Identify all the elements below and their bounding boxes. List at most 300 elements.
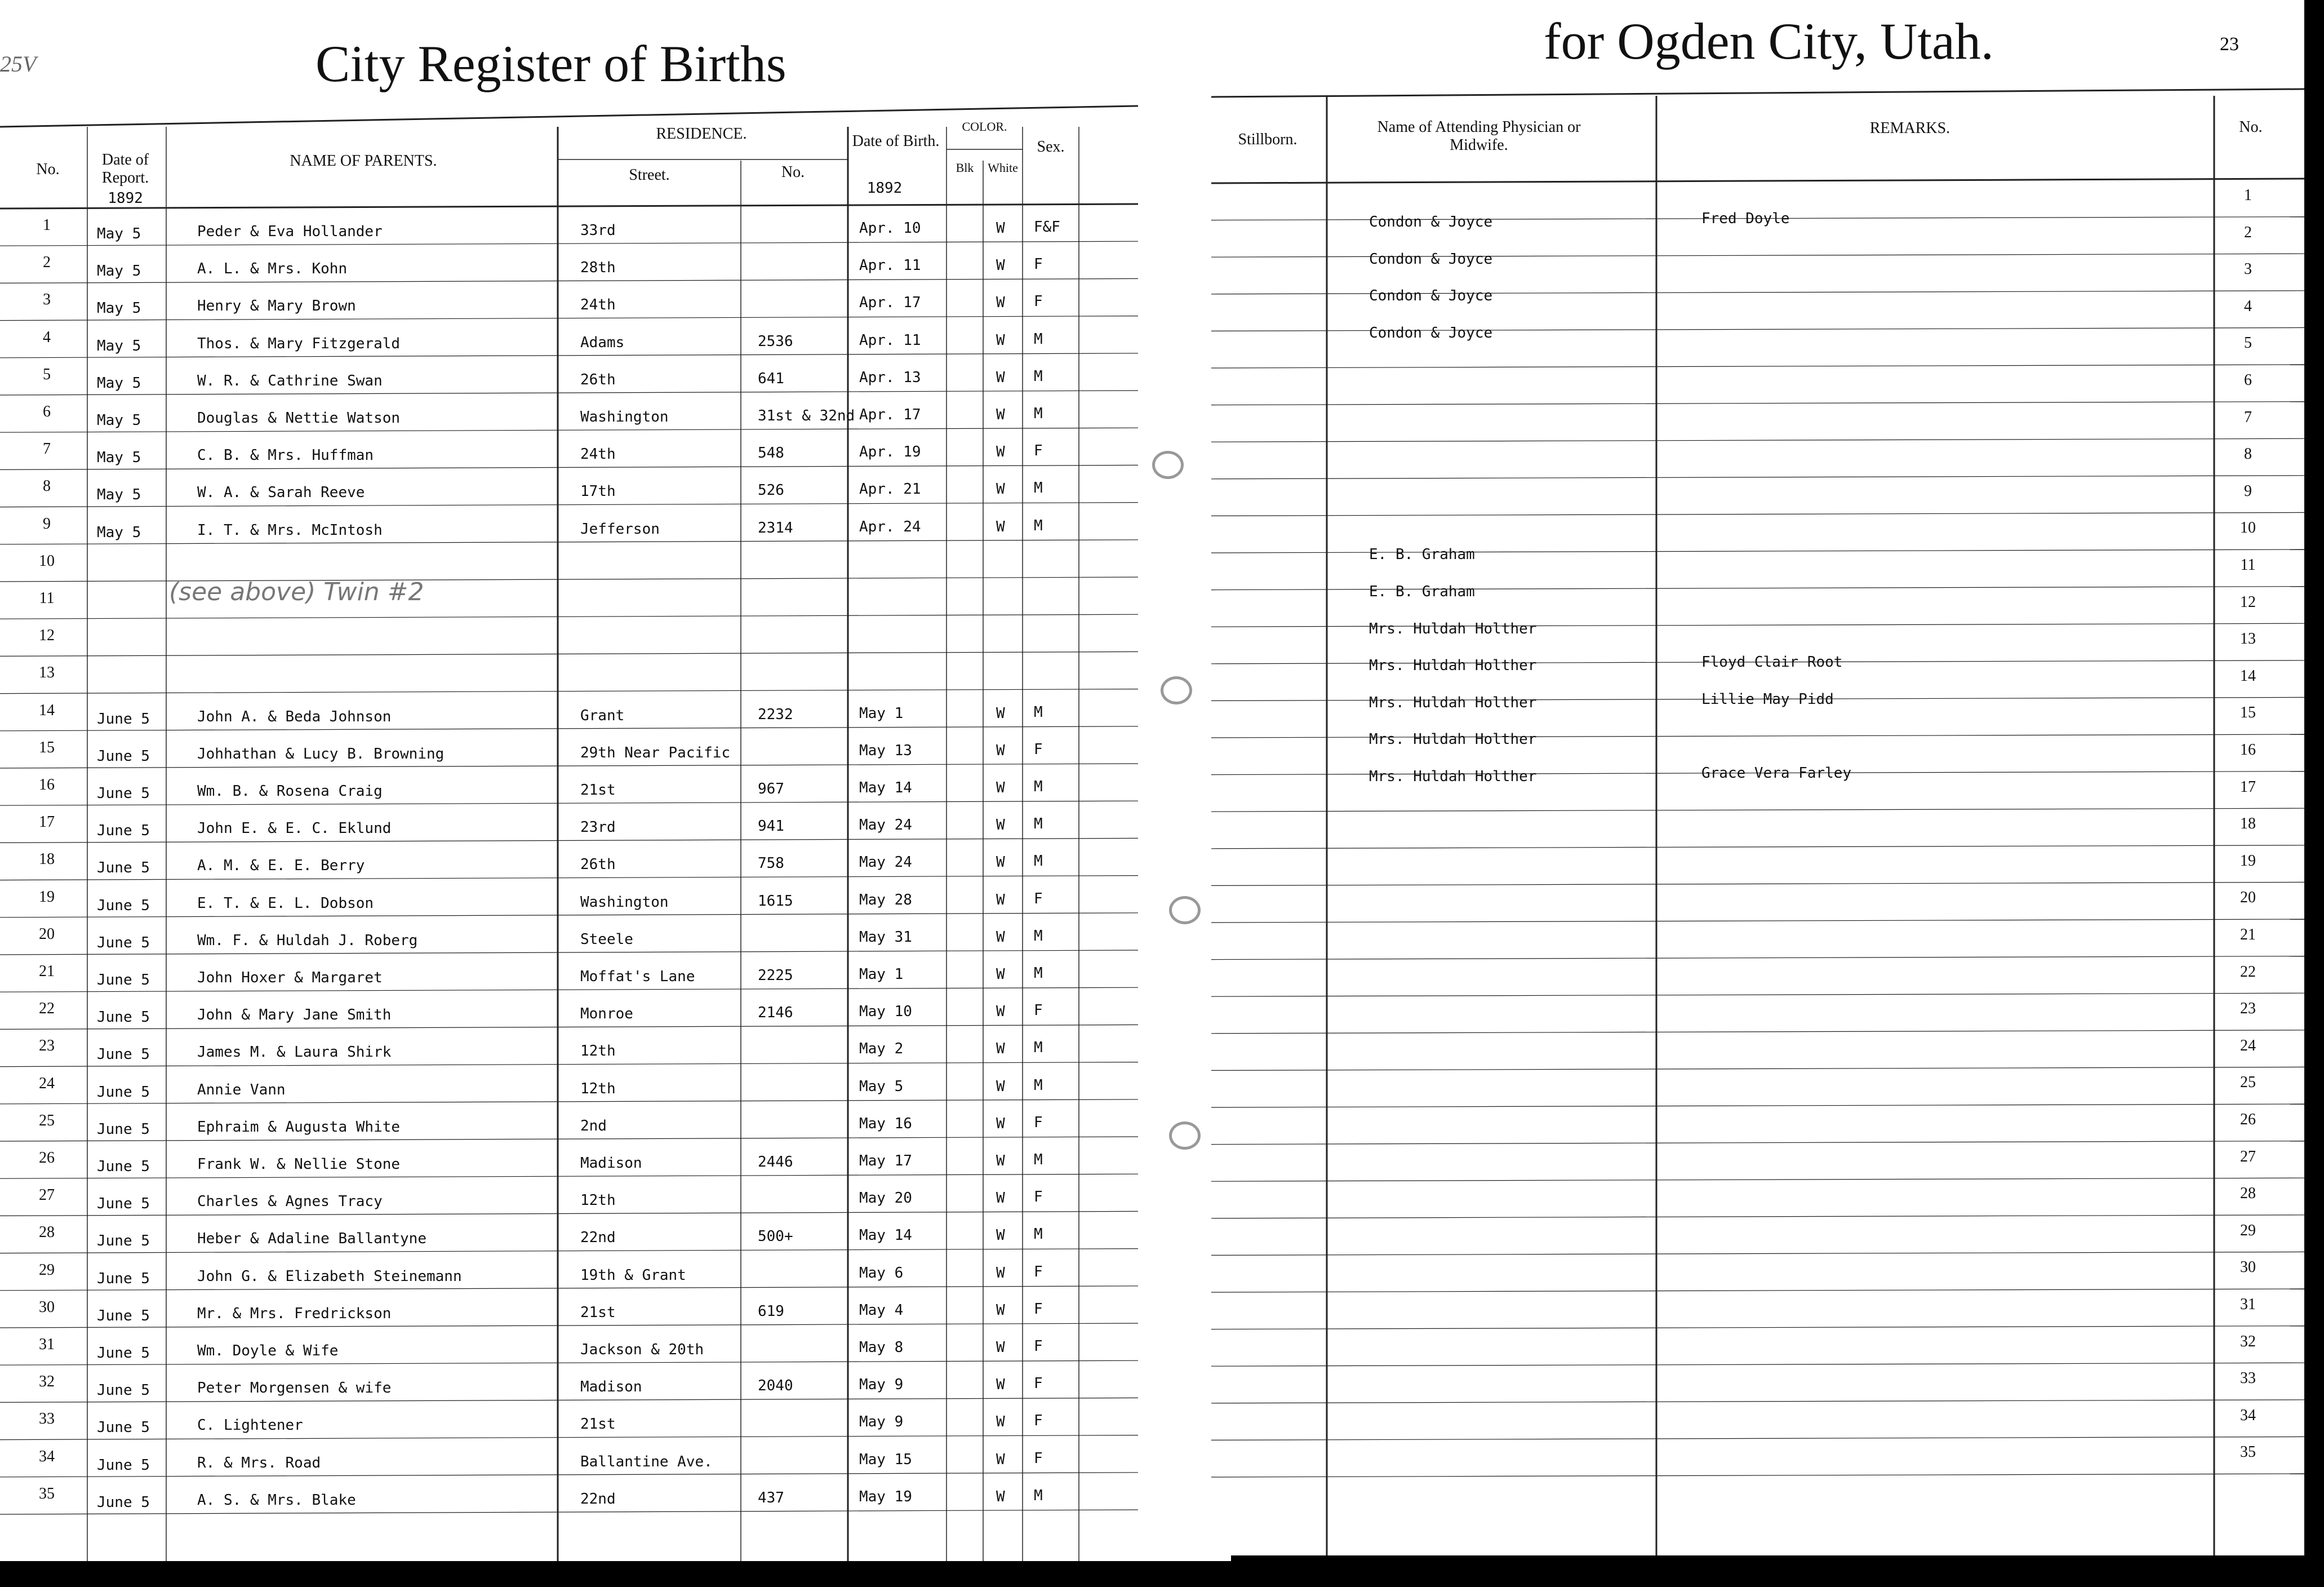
record-number: 22 (39, 1000, 55, 1018)
record-number-right: 32 (2240, 1332, 2256, 1350)
record-number: 11 (39, 589, 55, 607)
record-number-right: 29 (2240, 1221, 2256, 1239)
birth-date: May 9 (859, 1413, 904, 1431)
report-date: June 5 (97, 785, 150, 802)
record-number: 29 (39, 1261, 55, 1279)
street-number: 2232 (758, 706, 793, 723)
color-white: W (996, 1339, 1005, 1356)
record-number: 25 (39, 1111, 55, 1129)
parents-name: I. T. & Mrs. McIntosh (197, 521, 383, 539)
street: Washington (580, 893, 669, 911)
header-bottom-rule (0, 204, 1138, 209)
record-number-right: 7 (2244, 408, 2252, 426)
record-number: 14 (39, 701, 55, 719)
color-white: W (996, 1003, 1005, 1021)
record-number-right: 6 (2244, 371, 2252, 389)
report-date: May 5 (97, 524, 141, 541)
record-number: 16 (39, 776, 55, 794)
register-title-continued: for Ogden City, Utah. (1544, 12, 1994, 70)
sex: F (1034, 1300, 1043, 1318)
record-number: 6 (43, 403, 51, 420)
parents-name: Thos. & Mary Fitzgerald (197, 335, 401, 352)
header-physician: Name of Attending Physician or Midwife. (1377, 118, 1581, 154)
record-number: 33 (39, 1410, 55, 1428)
birth-date: May 5 (859, 1078, 904, 1095)
street: Adams (580, 334, 625, 351)
color-white: W (996, 779, 1005, 796)
record-number-right: 17 (2240, 778, 2256, 796)
street: Moffat's Lane (580, 968, 695, 985)
record-number-right: 19 (2240, 852, 2256, 870)
remarks: Floyd Clair Root (1701, 654, 1843, 671)
parents-name: Annie Vann (197, 1081, 286, 1098)
birth-date: May 8 (859, 1339, 904, 1356)
right-row-rule (1211, 1437, 2304, 1440)
color-white: W (996, 817, 1005, 834)
right-row-rule (1211, 1215, 2304, 1218)
parents-name: C. Lightener (197, 1417, 303, 1434)
report-date: June 5 (97, 1456, 150, 1474)
right-row-rule (1211, 1141, 2304, 1145)
birth-date: Apr. 10 (859, 220, 921, 237)
sex: M (1034, 965, 1043, 982)
sex: M (1034, 778, 1043, 795)
header-date-of-report: Date of Report. (101, 151, 149, 187)
color-white: W (996, 966, 1005, 983)
header-residence: RESIDENCE. (656, 125, 747, 143)
sex: M (1034, 1076, 1043, 1094)
color-white: W (996, 1227, 1005, 1244)
record-number: 10 (39, 552, 55, 570)
parents-name: John Hoxer & Margaret (197, 969, 383, 986)
header-stillborn: Stillborn. (1238, 131, 1297, 148)
header-street: Street. (629, 166, 670, 184)
report-date: May 5 (97, 337, 141, 354)
record-number-right: 14 (2240, 667, 2256, 685)
sex: F (1034, 890, 1043, 907)
street: Ballantine Ave. (580, 1453, 713, 1470)
street: 26th (580, 856, 616, 874)
left-row-rule (0, 913, 1138, 917)
color-white: W (996, 854, 1005, 871)
right-row-rule (1211, 512, 2304, 516)
report-date: June 5 (97, 1270, 150, 1287)
binder-ring-3 (1169, 896, 1201, 924)
sex: M (1034, 853, 1043, 870)
parents-name: John E. & E. C. Eklund (197, 820, 392, 837)
register-title: City Register of Births (316, 35, 786, 92)
report-date: June 5 (97, 1233, 150, 1250)
birth-date: May 28 (859, 891, 912, 908)
color-white: W (996, 444, 1005, 461)
report-date: June 5 (97, 1493, 150, 1511)
report-date: June 5 (97, 859, 150, 877)
left-row-rule (0, 1360, 1138, 1365)
color-white: W (996, 481, 1005, 498)
color-white: W (996, 1301, 1005, 1319)
left-row-rule (0, 726, 1138, 731)
street-number: 2446 (758, 1154, 793, 1171)
report-date: June 5 (97, 1382, 150, 1399)
report-date: June 5 (97, 1419, 150, 1437)
parents-name: Johhathan & Lucy B. Browning (197, 745, 445, 763)
birth-date: Apr. 21 (859, 481, 921, 498)
right-row-rule (1211, 808, 2304, 812)
sex: F (1034, 741, 1043, 758)
right-row-rule (1211, 1474, 2304, 1477)
birth-date: Apr. 17 (859, 294, 921, 312)
report-date: May 5 (97, 263, 141, 280)
left-row-rule (0, 278, 1138, 283)
color-white: W (996, 331, 1005, 349)
left-row-rule (0, 503, 1138, 507)
left-row-rule (0, 876, 1138, 880)
right-row-rule (1211, 1067, 2304, 1070)
page-number: 23 (2220, 34, 2239, 55)
header-residence-no: No. (781, 163, 805, 181)
remarks: Lillie May Pidd (1701, 690, 1834, 708)
parents-name: Wm. F. & Huldah J. Roberg (197, 932, 418, 949)
street: 17th (580, 483, 616, 500)
color-white: W (996, 294, 1005, 312)
birth-date: May 4 (859, 1301, 904, 1319)
street-number: 967 (758, 781, 784, 797)
parents-name: R. & Mrs. Road (197, 1454, 321, 1471)
left-row-rule (0, 1473, 1138, 1477)
record-number-right: 34 (2240, 1406, 2256, 1424)
record-number-right: 8 (2244, 445, 2252, 463)
record-number: 27 (39, 1186, 55, 1204)
sex: F (1034, 1338, 1043, 1355)
parents-name: James M. & Laura Shirk (197, 1044, 392, 1061)
left-row-rule (0, 1137, 1138, 1141)
record-number-right: 26 (2240, 1111, 2256, 1128)
color-white: W (996, 1190, 1005, 1207)
right-header-bottom-rule (1211, 179, 2304, 183)
record-number: 12 (39, 627, 55, 645)
sex: F (1034, 1263, 1043, 1280)
right-row-rule (1211, 402, 2304, 405)
left-row-rule (0, 1025, 1138, 1029)
record-number-right: 2 (2244, 223, 2252, 241)
record-number-right: 35 (2240, 1443, 2256, 1461)
color-white: W (996, 1488, 1005, 1505)
record-number: 2 (43, 254, 51, 272)
record-number: 15 (39, 738, 55, 756)
right-register-page (1211, 0, 2304, 1555)
left-row-rule (0, 987, 1138, 992)
report-date: June 5 (97, 1120, 150, 1138)
record-number-right: 30 (2240, 1258, 2256, 1276)
parents-name: Heber & Adaline Ballantyne (197, 1230, 426, 1248)
street-number: 641 (758, 370, 784, 387)
report-date: June 5 (97, 1345, 150, 1362)
left-row-rule (0, 1100, 1138, 1104)
street: 28th (580, 259, 616, 277)
sex: F (1034, 1449, 1043, 1467)
report-date: May 5 (97, 449, 141, 467)
record-number: 23 (39, 1037, 55, 1055)
header-white: White (988, 161, 1018, 175)
right-row-rule (1211, 919, 2304, 923)
street: 26th (580, 371, 616, 388)
report-date: June 5 (97, 934, 150, 951)
record-number-right: 24 (2240, 1036, 2256, 1054)
left-row-rule (0, 1174, 1138, 1178)
left-row-rule (0, 1062, 1138, 1067)
right-row-rule (1211, 1400, 2304, 1403)
street-number: 31st & 32nd (758, 407, 855, 424)
birth-date: May 24 (859, 854, 912, 871)
attending-physician: E. B. Graham (1369, 546, 1475, 564)
sex: M (1034, 330, 1043, 348)
right-row-rule (1211, 476, 2304, 479)
record-number: 9 (43, 515, 51, 533)
record-number-right: 21 (2240, 926, 2256, 943)
right-row-rule (1211, 1104, 2304, 1107)
record-number-right: 23 (2240, 1000, 2256, 1018)
right-row-rule (1211, 956, 2304, 960)
right-row-rule (1211, 1289, 2304, 1292)
parents-name: Peder & Eva Hollander (197, 223, 383, 240)
parents-name: John G. & Elizabeth Steinemann (197, 1267, 462, 1285)
birth-date: May 10 (859, 1003, 912, 1021)
color-white: W (996, 1413, 1005, 1431)
attending-physician: Condon & Joyce (1369, 250, 1493, 268)
birth-date: May 15 (859, 1451, 912, 1468)
color-white: W (996, 257, 1005, 274)
sex: M (1034, 405, 1043, 422)
record-number-right: 16 (2240, 741, 2256, 759)
right-row-rule (1211, 845, 2304, 849)
remarks: Grace Vera Farley (1701, 765, 1852, 782)
birth-date: May 19 (859, 1488, 912, 1505)
header-date-of-birth: Date of Birth. (852, 132, 940, 150)
left-row-rule (0, 838, 1138, 843)
record-number-right: 10 (2240, 519, 2256, 537)
color-white: W (996, 704, 1005, 722)
street: 12th (580, 1080, 616, 1097)
record-number-right: 22 (2240, 963, 2256, 981)
parents-name: Mr. & Mrs. Fredrickson (197, 1305, 392, 1322)
header-sex: Sex. (1037, 138, 1065, 156)
street: Jackson & 20th (580, 1341, 704, 1358)
sex: M (1034, 927, 1043, 945)
attending-physician: Condon & Joyce (1369, 287, 1493, 305)
color-white: W (996, 1152, 1005, 1169)
street: 21st (580, 1416, 616, 1433)
left-row-rule (0, 241, 1138, 246)
sex: M (1034, 1487, 1043, 1504)
report-date: June 5 (97, 1307, 150, 1324)
street: 12th (580, 1192, 616, 1209)
record-number: 24 (39, 1074, 55, 1092)
report-date: June 5 (97, 710, 150, 728)
header-blk: Blk (956, 161, 974, 175)
birth-date: May 20 (859, 1190, 912, 1207)
sex: F (1034, 442, 1043, 460)
record-number-right: 11 (2240, 556, 2256, 574)
parents-name: Peter Morgensen & wife (197, 1380, 392, 1397)
record-number-right: 9 (2244, 482, 2252, 500)
street-number: 2225 (758, 967, 793, 984)
sex: M (1034, 1226, 1043, 1243)
left-row-rule (0, 651, 1138, 656)
street: 21st (580, 1304, 616, 1321)
parents-name: John A. & Beda Johnson (197, 708, 392, 725)
record-number: 1 (43, 216, 51, 234)
parents-name: Henry & Mary Brown (197, 298, 356, 315)
record-number: 3 (43, 291, 51, 309)
color-white: W (996, 742, 1005, 759)
parents-name: W. A. & Sarah Reeve (197, 484, 365, 502)
street-number: 2146 (758, 1004, 793, 1022)
street: 22nd (580, 1229, 616, 1247)
left-row-rule (0, 465, 1138, 469)
report-date: June 5 (97, 1046, 150, 1063)
record-number-right: 25 (2240, 1074, 2256, 1092)
record-number-right: 1 (2244, 187, 2252, 204)
record-number: 28 (39, 1224, 55, 1242)
street: 12th (580, 1043, 616, 1060)
record-number-right: 3 (2244, 260, 2252, 278)
parents-name: Wm. Doyle & Wife (197, 1342, 339, 1359)
record-number-right: 13 (2240, 630, 2256, 648)
street: 23rd (580, 819, 616, 836)
birth-date: Apr. 19 (859, 444, 921, 461)
color-white: W (996, 406, 1005, 423)
sex: M (1034, 1151, 1043, 1168)
record-number: 20 (39, 925, 55, 943)
birth-date: May 1 (859, 966, 904, 983)
attending-physician: Mrs. Huldah Holther (1369, 694, 1537, 711)
street-number: 619 (758, 1302, 784, 1320)
street-number: 2040 (758, 1377, 793, 1395)
record-number-right: 12 (2240, 593, 2256, 611)
record-number: 35 (39, 1484, 55, 1502)
record-number: 19 (39, 888, 55, 906)
report-date: June 5 (97, 897, 150, 914)
parents-name: Wm. B. & Rosena Craig (197, 783, 383, 800)
sex: F (1034, 1412, 1043, 1430)
record-number: 5 (43, 365, 51, 383)
color-white: W (996, 1264, 1005, 1282)
sex: M (1034, 815, 1043, 833)
record-number: 7 (43, 440, 51, 458)
left-row-rule (0, 540, 1138, 544)
color-white: W (996, 1376, 1005, 1394)
report-date: May 5 (97, 225, 141, 242)
left-row-rule (0, 391, 1138, 395)
street: 24th (580, 446, 616, 463)
attending-physician: Mrs. Huldah Holther (1369, 657, 1537, 675)
header-color: COLOR. (962, 119, 1007, 134)
attending-physician: E. B. Graham (1369, 583, 1475, 600)
corner-mark: 25V (0, 51, 37, 77)
parents-name: C. B. & Mrs. Huffman (197, 447, 374, 464)
street-number: 1615 (758, 892, 793, 910)
left-row-rule (0, 428, 1138, 432)
attending-physician: Mrs. Huldah Holther (1369, 620, 1537, 637)
street: 24th (580, 296, 616, 314)
street: 29th Near Pacific (580, 744, 731, 761)
report-date: June 5 (97, 1083, 150, 1101)
right-row-rule (1211, 882, 2304, 885)
street-number: 2314 (758, 519, 793, 537)
report-date: May 5 (97, 300, 141, 317)
birth-date: May 17 (859, 1152, 912, 1169)
parents-name: A. L. & Mrs. Kohn (197, 260, 348, 278)
sex: F (1034, 1002, 1043, 1019)
report-date: June 5 (97, 747, 150, 765)
birth-date: Apr. 24 (859, 518, 921, 535)
right-row-rule (1211, 1252, 2304, 1255)
color-white: W (996, 1040, 1005, 1058)
report-date: June 5 (97, 972, 150, 988)
right-row-rule (1211, 1363, 2304, 1366)
color-white: W (996, 369, 1005, 386)
color-white: W (996, 1078, 1005, 1095)
header-name-of-parents: NAME OF PARENTS. (290, 152, 437, 170)
birth-date: May 14 (859, 1227, 912, 1244)
record-number: 31 (39, 1336, 55, 1353)
left-row-rule (0, 614, 1138, 619)
street: Jefferson (580, 520, 660, 538)
street: 33rd (580, 222, 616, 239)
parents-name: E. T. & E. L. Dobson (197, 894, 374, 912)
sex: M (1034, 703, 1043, 721)
parents-name: John & Mary Jane Smith (197, 1007, 392, 1024)
left-row-rule (0, 764, 1138, 768)
record-number: 26 (39, 1149, 55, 1167)
color-white: W (996, 518, 1005, 535)
street: 21st (580, 782, 616, 799)
record-number: 34 (39, 1447, 55, 1465)
left-row-rule (0, 1286, 1138, 1291)
header-no: No. (36, 161, 60, 178)
color-white: W (996, 220, 1005, 237)
binder-ring-2 (1161, 676, 1192, 704)
record-number: 4 (43, 328, 51, 346)
binder-ring-4 (1169, 1121, 1201, 1150)
birth-date: Apr. 13 (859, 369, 921, 386)
street: Steele (580, 930, 633, 948)
street: Monroe (580, 1005, 633, 1023)
record-number: 17 (39, 813, 55, 831)
sex: M (1034, 480, 1043, 497)
parents-name: Ephraim & Augusta White (197, 1118, 401, 1136)
left-row-rule (0, 1510, 1138, 1514)
left-row-rule (0, 801, 1138, 805)
street: Grant (580, 707, 625, 724)
birth-date: May 9 (859, 1376, 904, 1394)
record-number: 8 (43, 477, 51, 495)
right-row-rule (1211, 1326, 2304, 1329)
attending-physician: Condon & Joyce (1369, 324, 1493, 342)
color-white: W (996, 1451, 1005, 1468)
parents-name: W. R. & Cathrine Swan (197, 372, 383, 389)
parents-name: Douglas & Nettie Watson (197, 410, 401, 427)
left-row-rule (0, 1323, 1138, 1328)
right-row-rule (1211, 1030, 2304, 1034)
birth-date: May 6 (859, 1264, 904, 1282)
record-number: 32 (39, 1373, 55, 1391)
birth-date: May 31 (859, 928, 912, 946)
birth-date: Apr. 11 (859, 257, 921, 274)
record-number-right: 33 (2240, 1369, 2256, 1387)
street-number: 526 (758, 482, 784, 499)
record-number-right: 31 (2240, 1296, 2256, 1313)
